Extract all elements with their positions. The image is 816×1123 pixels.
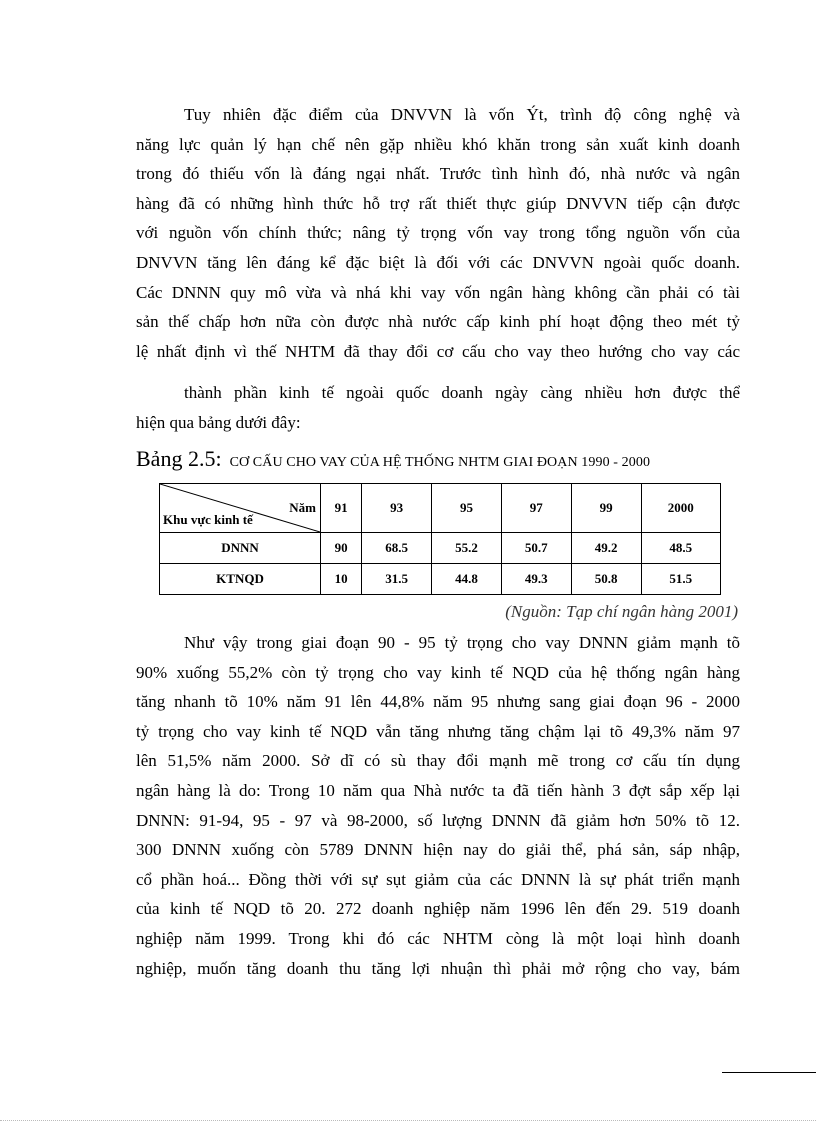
loan-structure-table xyxy=(159,483,721,595)
year-header: 91 xyxy=(321,484,362,533)
text-line: Như vậy trong giai đoạn 90 - 95 tỷ trọng cho vay DNNN giảm mạnh tõ xyxy=(184,633,740,652)
text-line: tỷ trọng cho vay kinh tế NQD vẫn tăng nhưng tăng chậm lại tõ 49,3% năm 97 xyxy=(136,721,740,741)
value-cell: 90 xyxy=(321,533,362,564)
value-cell: 68.5 xyxy=(362,533,432,564)
text-line: ngân hàng là do: Trong 10 năm qua Nhà nước ta đã tiến hành 3 đợt sắp xếp lại xyxy=(136,780,740,800)
sector-name-cell: DNNN xyxy=(160,533,321,564)
sector-name-cell: KTNQD xyxy=(160,564,321,595)
text-line: lên 51,5% năm 2000. Sở dĩ có sù thay đổi mạnh mẽ trong cơ cấu tín dụng xyxy=(136,751,740,771)
text-line: nghiệp, muốn tăng doanh thu tăng lợi nhuận thì phải mở rộng cho vay, bám xyxy=(136,958,740,978)
table-row xyxy=(160,564,721,595)
text-line: Tuy nhiên đặc điểm của DNVVN là vốn Ýt, trình độ công nghệ và xyxy=(184,105,740,124)
paragraph-analysis xyxy=(136,628,740,983)
text-line: trong đó thiếu vốn là đáng ngại nhất. Trước tình hình đó, nhà nước và ngân xyxy=(136,164,740,184)
table-title: CƠ CẤU CHO VAY CỦA HỆ THỐNG NHTM GIAI ĐOẠN 1990 - 2000 xyxy=(229,455,651,470)
year-header: 93 xyxy=(362,484,432,533)
value-cell: 31.5 xyxy=(362,564,432,595)
paragraph-lead-in xyxy=(136,378,740,437)
text-line: nghiệp năm 1999. Trong khi đó các NHTM còng là một loại hình doanh xyxy=(136,928,740,948)
value-cell: 50.8 xyxy=(571,564,641,595)
corner-header-cell xyxy=(160,484,321,533)
paragraph-intro xyxy=(136,100,740,366)
table-source-note: (Nguồn: Tạp chí ngân hàng 2001) xyxy=(505,602,738,621)
year-header: 99 xyxy=(571,484,641,533)
text-line: Các DNNN quy mô vừa và nhá khi vay vốn ngân hàng không cần phải có tài xyxy=(136,282,740,302)
value-cell: 49.2 xyxy=(571,533,641,564)
year-header: 95 xyxy=(432,484,502,533)
page-bottom-border xyxy=(0,1120,816,1121)
value-cell: 48.5 xyxy=(641,533,720,564)
text-line: tăng nhanh tõ 10% năm 91 lên 44,8% năm 95 nhưng sang giai đoạn 96 - 2000 xyxy=(136,692,740,712)
value-cell: 10 xyxy=(321,564,362,595)
text-line: năng lực quản lý hạn chế nên gặp nhiều khó khăn trong sản xuất kinh doanh xyxy=(136,134,740,154)
text-line: hàng đã có những hình thức hỗ trợ rất thiết thực giúp DNVVN tiếp cận được xyxy=(136,193,740,213)
text-line: sản thế chấp hơn nữa còn được nhà nước cấp kinh phí hoạt động theo mét tỷ xyxy=(136,312,740,332)
text-line: DNNN: 91-94, 95 - 97 và 98-2000, số lượng DNNN đã giảm hơn 50% tõ 12. xyxy=(136,810,740,830)
footnote-separator xyxy=(722,1072,816,1073)
table-row xyxy=(160,533,721,564)
text-line: 300 DNNN xuống còn 5789 DNNN hiện nay do giải thể, phá sản, sáp nhập, xyxy=(136,840,740,860)
corner-sector-label: Khu vực kinh tế xyxy=(163,512,253,527)
text-line: của kinh tế NQD tõ 20. 272 doanh nghiệp năm 1996 lên đến 29. 519 doanh xyxy=(136,899,740,919)
value-cell: 44.8 xyxy=(432,564,502,595)
year-header: 2000 xyxy=(641,484,720,533)
value-cell: 51.5 xyxy=(641,564,720,595)
value-cell: 50.7 xyxy=(501,533,571,564)
text-line: 90% xuống 55,2% còn tỷ trọng cho vay kinh tế NQD của hệ thống ngân hàng xyxy=(136,662,740,682)
value-cell: 49.3 xyxy=(501,564,571,595)
text-line: hiện qua bảng dưới đây: xyxy=(136,412,301,432)
year-header: 97 xyxy=(501,484,571,533)
text-line: DNVVN tăng lên đáng kể đặc biệt là đối với các DNVVN ngoài quốc doanh. xyxy=(136,252,740,272)
value-cell: 55.2 xyxy=(432,533,502,564)
text-line: với nguồn vốn chính thức; nâng tỷ trọng vốn vay trong tổng nguồn vốn của xyxy=(136,223,740,243)
text-line: thành phần kinh tế ngoài quốc doanh ngày càng nhiều hơn được thể xyxy=(184,383,740,402)
text-line: lệ nhất định vì thế NHTM đã thay đổi cơ cấu cho vay theo hướng cho vay các xyxy=(136,341,740,361)
table-caption xyxy=(136,446,740,472)
table-header-row xyxy=(160,484,721,533)
table-label: Bảng 2.5: xyxy=(136,446,222,471)
corner-year-label: Năm xyxy=(289,500,316,515)
text-line: cổ phần hoá... Đồng thời với sự sụt giảm của các DNNN là sự phát triển mạnh xyxy=(136,869,740,889)
